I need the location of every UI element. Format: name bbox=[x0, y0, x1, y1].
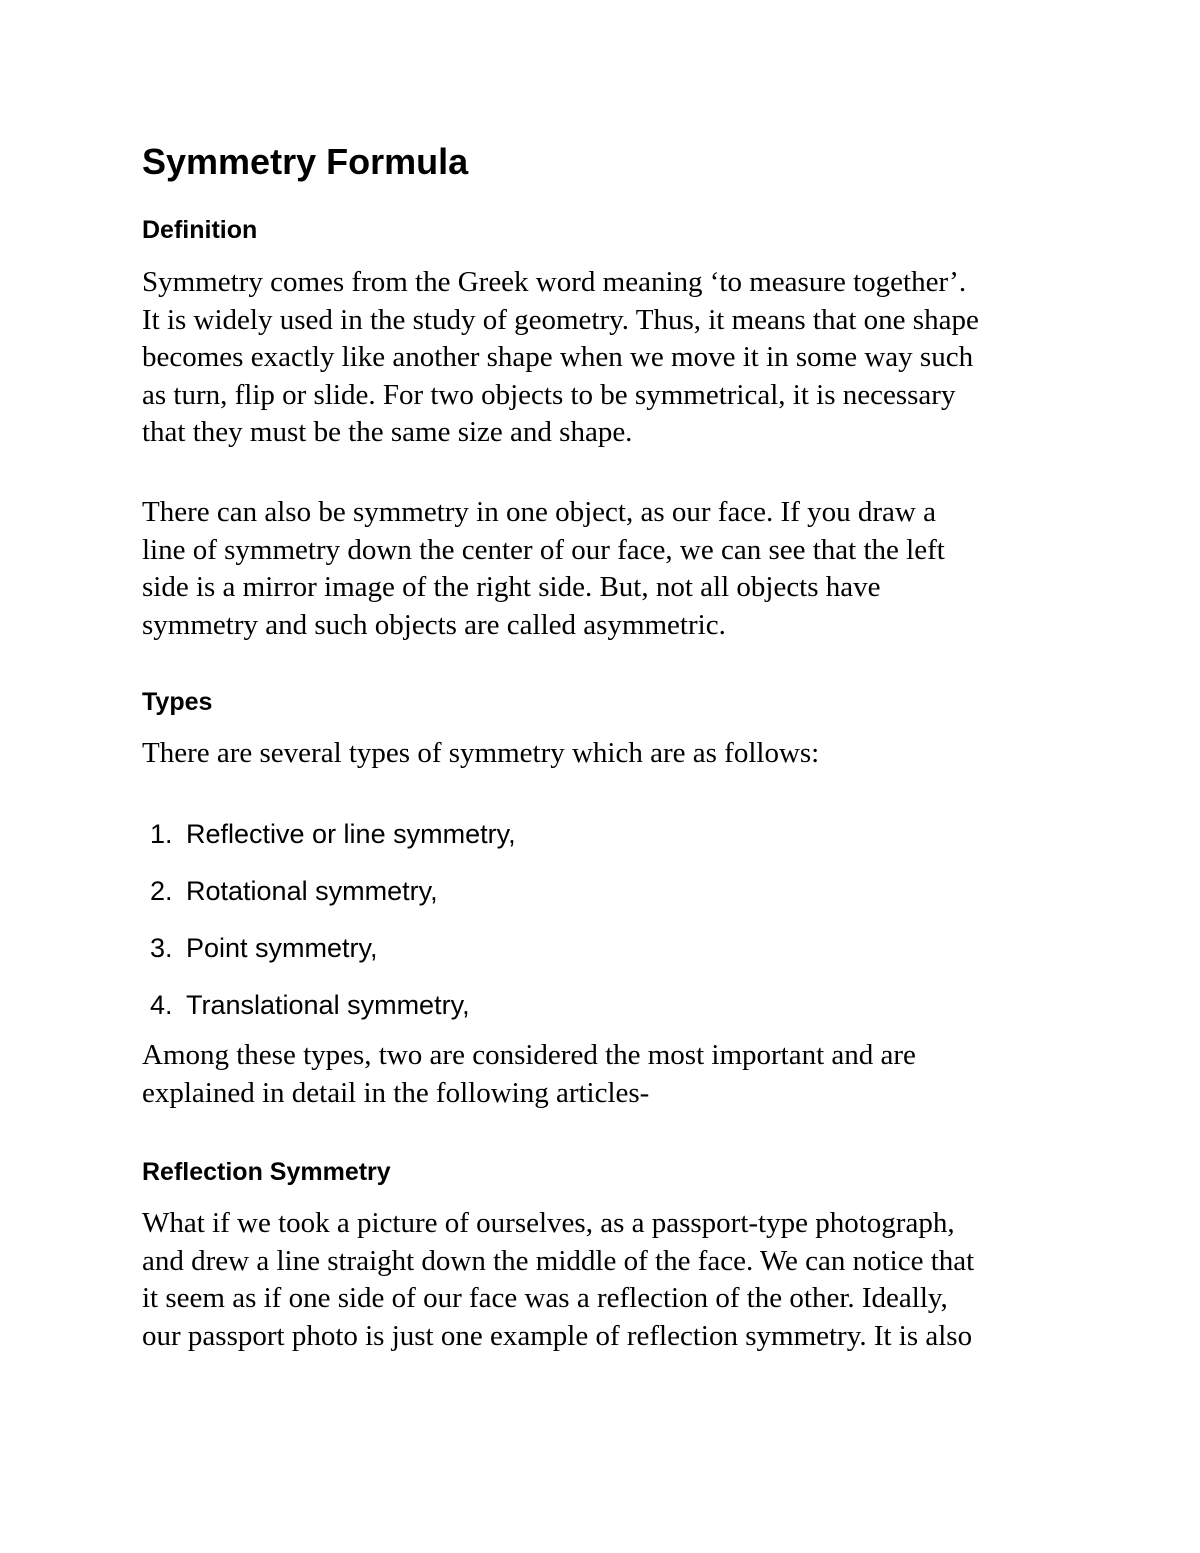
text-line: symmetry and such objects are called asymmetric. bbox=[142, 608, 726, 641]
text-line: it seem as if one side of our face was a reflection of the other. Ideally, bbox=[142, 1282, 948, 1314]
text-line: explained in detail in the following articles- bbox=[142, 1076, 650, 1109]
list-item bbox=[150, 869, 516, 926]
text-line: There are several types of symmetry which are as follows: bbox=[142, 737, 820, 769]
text-line: as turn, flip or slide. For two objects to be symmetrical, it is necessary bbox=[142, 378, 956, 411]
types-heading: Types bbox=[142, 688, 213, 716]
list-number: 3. bbox=[150, 933, 173, 963]
definition-paragraph-1 bbox=[142, 264, 979, 452]
text-line: side is a mirror image of the right side. But, not all objects have bbox=[142, 571, 881, 603]
text-line: It is widely used in the study of geometry. Thus, it means that one shape bbox=[142, 303, 979, 336]
list-item bbox=[150, 983, 516, 1040]
symmetry-types-list bbox=[150, 812, 516, 1040]
list-number: 1. bbox=[150, 819, 173, 849]
types-outro bbox=[142, 1037, 916, 1112]
list-number: 2. bbox=[150, 876, 173, 906]
text-line: Symmetry comes from the Greek word meaning ‘to measure together’. bbox=[142, 266, 967, 298]
list-number: 4. bbox=[150, 990, 173, 1020]
text-line: our passport photo is just one example of reflection symmetry. It is also bbox=[142, 1319, 973, 1352]
reflection-symmetry-heading: Reflection Symmetry bbox=[142, 1158, 391, 1186]
text-line: What if we took a picture of ourselves, as a passport-type photograph, bbox=[142, 1207, 955, 1239]
page-title: Symmetry Formula bbox=[142, 141, 469, 182]
list-text: Rotational symmetry, bbox=[186, 876, 438, 906]
text-line: Among these types, two are considered the most important and are bbox=[142, 1039, 916, 1071]
list-item bbox=[150, 926, 516, 983]
text-line: There can also be symmetry in one object, as our face. If you draw a bbox=[142, 496, 936, 528]
text-line: that they must be the same size and shape. bbox=[142, 416, 633, 448]
list-item bbox=[150, 812, 516, 869]
text-line: line of symmetry down the center of our face, we can see that the left bbox=[142, 533, 945, 566]
definition-heading: Definition bbox=[142, 216, 258, 244]
reflection-paragraph bbox=[142, 1205, 974, 1355]
list-text: Translational symmetry, bbox=[186, 990, 470, 1020]
list-text: Point symmetry, bbox=[186, 933, 378, 963]
text-line: becomes exactly like another shape when we move it in some way such bbox=[142, 341, 974, 373]
list-text: Reflective or line symmetry, bbox=[186, 819, 516, 849]
definition-paragraph-2 bbox=[142, 494, 945, 644]
types-intro bbox=[142, 735, 819, 773]
text-line: and drew a line straight down the middle of the face. We can notice that bbox=[142, 1244, 975, 1277]
